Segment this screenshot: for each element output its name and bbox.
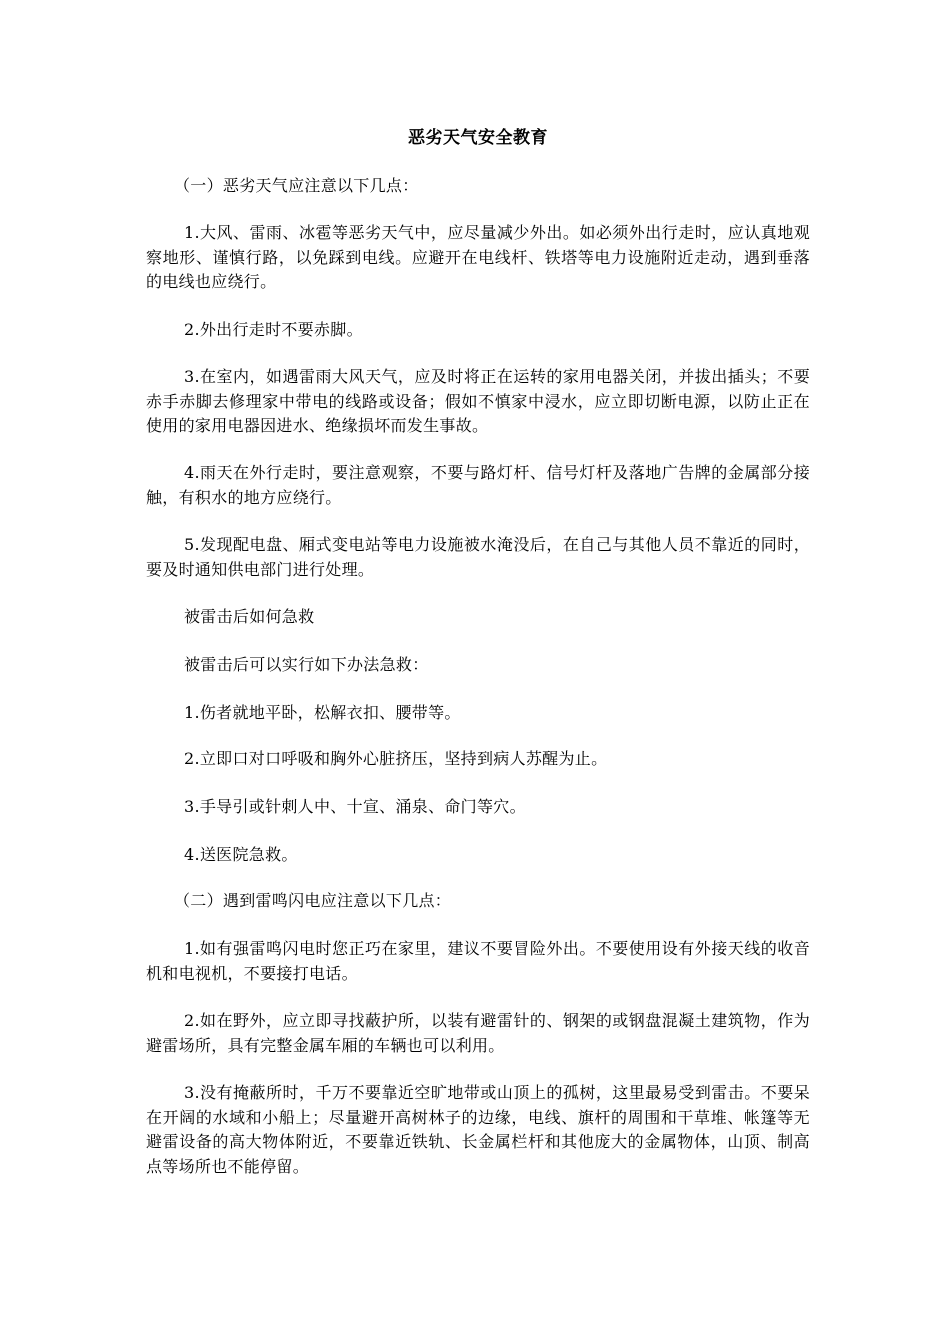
document-page <box>146 0 810 1344</box>
section-1-item-5: 5.发现配电盘、厢式变电站等电力设施被水淹没后，在自己与其他人员不靠近的同时，要及时通知供电部门进行处理。 <box>146 535 810 579</box>
document-title: 恶劣天气安全教育 <box>408 128 548 148</box>
section-2-heading: （二）遇到雷鸣闪电应注意以下几点： <box>174 891 452 910</box>
rescue-item-1: 1.伤者就地平卧，松解衣扣、腰带等。 <box>184 703 461 722</box>
section-2-item-2: 2.如在野外，应立即寻找蔽护所，以装有避雷针的、钢架的或钢盘混凝土建筑物，作为避雷场所，具有完整金属车厢的车辆也可以利用。 <box>146 1011 810 1055</box>
rescue-item-3: 3.手导引或针刺人中、十宣、涌泉、命门等穴。 <box>184 797 526 816</box>
section-2-item-1: 1.如有强雷鸣闪电时您正巧在家里，建议不要冒险外出。不要使用设有外接天线的收音机和电视机，不要接打电话。 <box>146 939 810 983</box>
section-1-item-3: 3.在室内，如遇雷雨大风天气，应及时将正在运转的家用电器关闭，并拔出插头；不要赤手赤脚去修理家中带电的线路或设备；假如不慎家中浸水，应立即切断电源，以防止正在使用的家用电器因进水、绝缘损坏而发生事故。 <box>146 367 810 435</box>
section-1-heading: （一）恶劣天气应注意以下几点： <box>174 176 419 195</box>
section-2-item-3: 3.没有掩蔽所时，千万不要靠近空旷地带或山顶上的孤树，这里最易受到雷击。不要呆在开阔的水域和小船上；尽量避开高树林子的边缘，电线、旗杆的周围和干草堆、帐篷等无避雷设备的高大物体附近，不要靠近铁轨、长金属栏杆和其他庞大的金属物体，山顶、制高点等场所也不能停留。 <box>146 1083 810 1176</box>
section-1-item-4: 4.雨天在外行走时，要注意观察，不要与路灯杆、信号灯杆及落地广告牌的金属部分接触，有积水的地方应绕行。 <box>146 463 810 507</box>
section-1-item-2: 2.外出行走时不要赤脚。 <box>184 320 363 339</box>
rescue-item-2: 2.立即口对口呼吸和胸外心脏挤压，坚持到病人苏醒为止。 <box>184 749 608 768</box>
section-1-item-1: 1.大风、雷雨、冰雹等恶劣天气中，应尽量减少外出。如必须外出行走时，应认真地观察地形、谨慎行路，以免踩到电线。应避开在电线杆、铁塔等电力设施附近走动，遇到垂落的电线也应绕行。 <box>146 223 810 291</box>
rescue-heading: 被雷击后如何急救 <box>184 607 315 626</box>
rescue-item-4: 4.送医院急救。 <box>184 845 298 864</box>
rescue-intro: 被雷击后可以实行如下办法急救： <box>184 655 429 674</box>
